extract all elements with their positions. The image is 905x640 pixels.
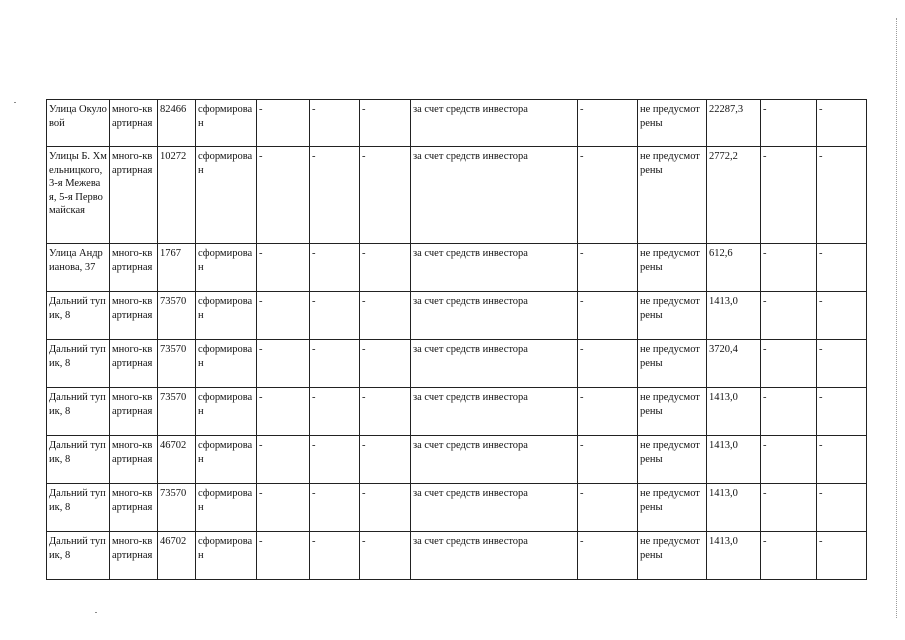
dash-cell: - [817,244,867,292]
dash-cell: - [360,292,411,340]
table-row [47,147,867,244]
building-type-cell: много-квартирная [110,436,158,484]
address-cell: Дальний тупик, 8 [47,436,110,484]
plot-number-cell: 1767 [158,244,196,292]
dash-cell: - [817,388,867,436]
dash-cell: - [817,484,867,532]
dash-cell: - [578,100,638,147]
provision-cell: не предусмотрены [638,340,707,388]
dash-cell: - [761,292,817,340]
address-cell: Дальний тупик, 8 [47,532,110,580]
page-edge-line [895,18,897,618]
dash-cell: - [578,340,638,388]
building-type-cell: много-квартирная [110,388,158,436]
dash-cell: - [761,436,817,484]
dash-cell: - [578,532,638,580]
table-row [47,484,867,532]
dash-cell: - [817,532,867,580]
address-cell: Дальний тупик, 8 [47,340,110,388]
plot-number-cell: 82466 [158,100,196,147]
table-row [47,100,867,147]
dash-cell: - [257,340,310,388]
dash-cell: - [360,244,411,292]
status-cell: сформирован [196,532,257,580]
plot-number-cell: 10272 [158,147,196,244]
funding-source-cell: за счет средств инвестора [411,100,578,147]
provision-cell: не предусмотрены [638,147,707,244]
dash-cell: - [578,292,638,340]
status-cell: сформирован [196,292,257,340]
dash-cell: - [578,244,638,292]
address-cell: Улицы Б. Хмельницкого, 3-я Межевая, 5-я Первомайская [47,147,110,244]
table-row [47,340,867,388]
plot-number-cell: 46702 [158,436,196,484]
dash-cell: - [257,388,310,436]
dash-cell: - [360,436,411,484]
address-cell: Улица Андрианова, 37 [47,244,110,292]
building-type-cell: много-квартирная [110,532,158,580]
dash-cell: - [817,292,867,340]
building-type-cell: много-квартирная [110,340,158,388]
dash-cell: - [310,292,360,340]
address-cell: Улица Окуловой [47,100,110,147]
status-cell: сформирован [196,436,257,484]
status-cell: сформирован [196,340,257,388]
dash-cell: - [761,244,817,292]
dash-cell: - [761,388,817,436]
dash-cell: - [310,147,360,244]
funding-source-cell: за счет средств инвестора [411,292,578,340]
plot-number-cell: 73570 [158,292,196,340]
funding-source-cell: за счет средств инвестора [411,340,578,388]
funding-source-cell: за счет средств инвестора [411,436,578,484]
dash-cell: - [310,484,360,532]
building-type-cell: много-квартирная [110,484,158,532]
funding-source-cell: за счет средств инвестора [411,244,578,292]
building-type-cell: много-квартирная [110,292,158,340]
area-cell: 612,6 [707,244,761,292]
dash-cell: - [257,147,310,244]
plot-number-cell: 73570 [158,484,196,532]
provision-cell: не предусмотрены [638,484,707,532]
address-cell: Дальний тупик, 8 [47,388,110,436]
dash-cell: - [761,100,817,147]
dash-cell: - [360,388,411,436]
table-row [47,532,867,580]
land-plots-table [46,99,867,580]
dash-cell: - [310,532,360,580]
dash-cell: - [817,147,867,244]
status-cell: сформирован [196,388,257,436]
dash-cell: - [761,532,817,580]
dash-cell: - [257,100,310,147]
address-cell: Дальний тупик, 8 [47,292,110,340]
provision-cell: не предусмотрены [638,388,707,436]
status-cell: сформирован [196,100,257,147]
status-cell: сформирован [196,147,257,244]
dash-cell: - [310,100,360,147]
provision-cell: не предусмотрены [638,436,707,484]
provision-cell: не предусмотрены [638,292,707,340]
plot-number-cell: 46702 [158,532,196,580]
dash-cell: - [257,244,310,292]
plot-number-cell: 73570 [158,340,196,388]
table-row [47,436,867,484]
building-type-cell: много-квартирная [110,147,158,244]
table-body [47,100,867,580]
dash-cell: - [578,436,638,484]
dash-cell: - [578,388,638,436]
funding-source-cell: за счет средств инвестора [411,532,578,580]
table-row [47,244,867,292]
dash-cell: - [257,292,310,340]
area-cell: 1413,0 [707,484,761,532]
dash-cell: - [360,147,411,244]
provision-cell: не предусмотрены [638,532,707,580]
funding-source-cell: за счет средств инвестора [411,147,578,244]
dash-cell: - [761,340,817,388]
dash-cell: - [578,484,638,532]
table-row [47,388,867,436]
dash-cell: - [310,388,360,436]
dash-cell: - [360,532,411,580]
dash-cell: - [817,100,867,147]
funding-source-cell: за счет средств инвестора [411,484,578,532]
provision-cell: не предусмотрены [638,100,707,147]
building-type-cell: много-квартирная [110,244,158,292]
dash-cell: - [257,484,310,532]
dash-cell: - [360,100,411,147]
area-cell: 1413,0 [707,436,761,484]
address-cell: Дальний тупик, 8 [47,484,110,532]
status-cell: сформирован [196,244,257,292]
dash-cell: - [578,147,638,244]
dash-cell: - [817,340,867,388]
area-cell: 1413,0 [707,532,761,580]
status-cell: сформирован [196,484,257,532]
dash-cell: - [257,436,310,484]
dash-cell: - [310,340,360,388]
dash-cell: - [761,147,817,244]
dash-cell: - [257,532,310,580]
scan-speck [14,102,16,103]
area-cell: 2772,2 [707,147,761,244]
dash-cell: - [817,436,867,484]
plot-number-cell: 73570 [158,388,196,436]
area-cell: 1413,0 [707,292,761,340]
scan-speck [95,612,97,613]
area-cell: 3720,4 [707,340,761,388]
building-type-cell: много-квартирная [110,100,158,147]
area-cell: 22287,3 [707,100,761,147]
dash-cell: - [761,484,817,532]
dash-cell: - [310,436,360,484]
dash-cell: - [360,340,411,388]
table-row [47,292,867,340]
dash-cell: - [360,484,411,532]
provision-cell: не предусмотрены [638,244,707,292]
funding-source-cell: за счет средств инвестора [411,388,578,436]
dash-cell: - [310,244,360,292]
area-cell: 1413,0 [707,388,761,436]
